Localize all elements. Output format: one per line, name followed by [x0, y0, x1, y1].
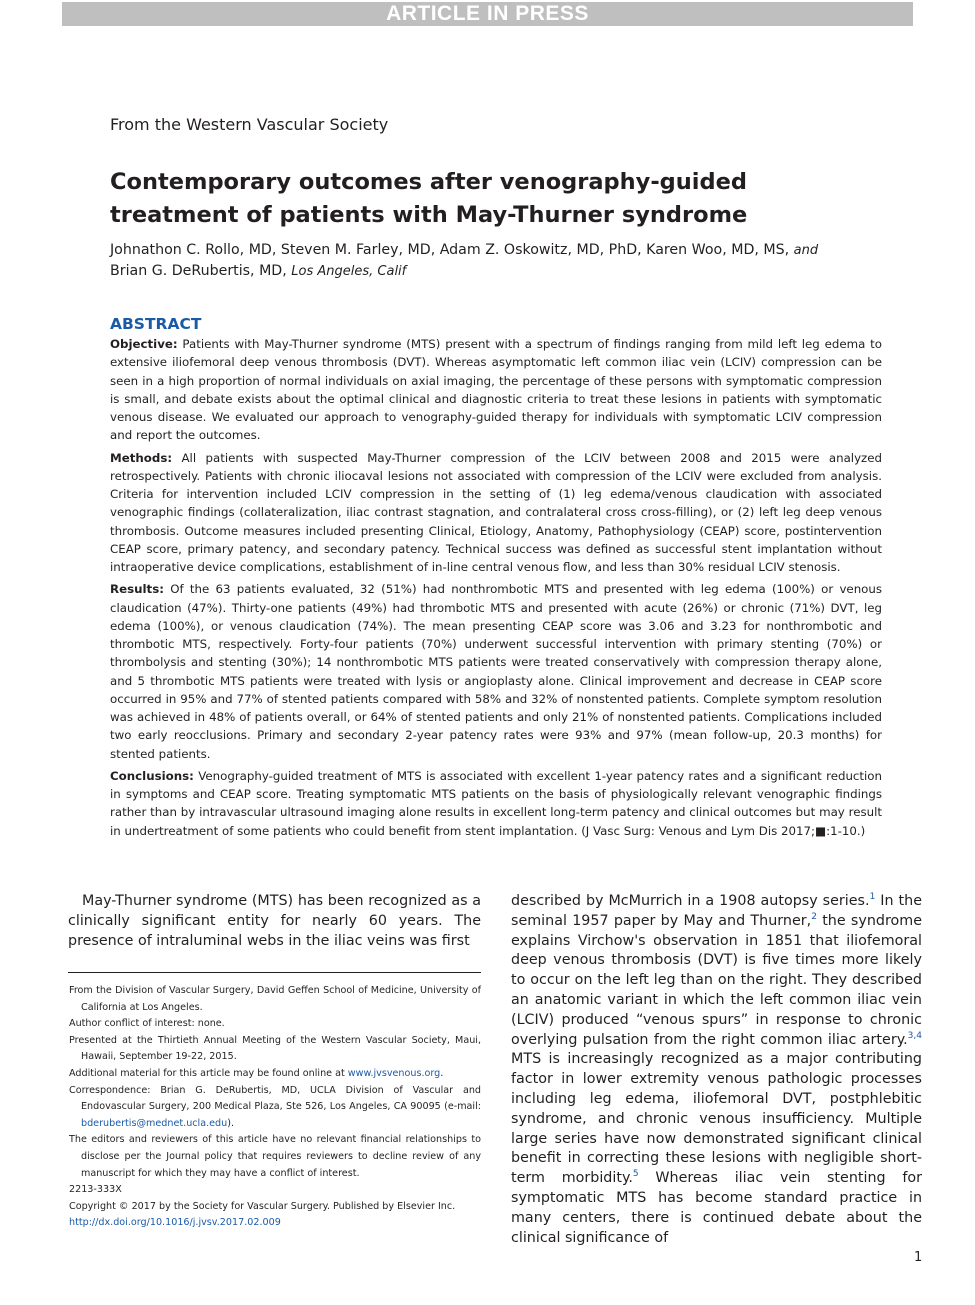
- conclusions-text: Venography-guided treatment of MTS is associated with excellent 1-year patency rates and a significant reduction in symptoms and CEAP score. Treating symptomatic MTS patients on the basis of physiologically relevant venographic findings rather than by intravascular ultrasound imaging alone results in excellent long-term patency and clinical outcomes but may result in undertreatment of some patients who could benefit from stent implantation. (J Vasc Surg: Venous and Lym Dis 2017;■:1-10.): [110, 768, 883, 838]
- footnote-conflict: Author conflict of interest: none.: [69, 1018, 225, 1030]
- conclusions-label: Conclusions:: [110, 768, 194, 783]
- methods-text: All patients with suspected May-Thurner compression of the LCIV between 2008 and 2015 were analyzed retrospectively. Patients with chronic iliocaval lesions not associated with compression of the LCIV were excluded from analysis. Criteria for intervention included LCIV compression in the setting of (1) leg edema/venous claudication with associated venographic findings (collateralization, iliac contrast stagnation, and contralateral cross cross-filling), or (2) left leg deep venous thrombosis. Outcome measures included presenting Clinical, Etiology, Anatomy, Pathophysiology (CEAP) score, postintervention CEAP score, primary patency, and secondary patency. Technical success was defined as successful stent implantation without intraoperative device complications, establishment of in-line central venous flow, and less than 30% residual LCIV stenosis.: [110, 450, 882, 574]
- footnote-presented: Presented at the Thirtieth Annual Meeting of the Western Vascular Society, Maui, Hawaii, September 19-22, 2015.: [69, 1034, 481, 1063]
- ref-2-link[interactable]: 2: [811, 912, 817, 923]
- results-label: Results:: [110, 582, 164, 597]
- footnotes: [69, 983, 481, 1232]
- ref-5-link[interactable]: 5: [632, 1169, 639, 1180]
- footnote-copyright: Copyright © 2017 by the Society for Vascular Surgery. Published by Elsevier Inc.: [69, 1200, 456, 1212]
- footnote-correspondence: [69, 1083, 481, 1133]
- right-text-1: described by McMurrich in a 1908 autopsy series.: [511, 893, 870, 909]
- authors-names-1: Johnathon C. Rollo, MD, Steven M. Farley, MD, Adam Z. Oskowitz, MD, PhD, Karen Woo, MD, MS,: [110, 242, 790, 258]
- page-number: 1: [914, 1250, 923, 1265]
- footnote-division: From the Division of Vascular Surgery, David Geffen School of Medicine, University of California at Los Angeles.: [69, 985, 481, 1013]
- abstract-results: [110, 580, 882, 763]
- ref-1-link[interactable]: 1: [869, 892, 876, 903]
- journal-link[interactable]: www.jvsvenous.org: [347, 1067, 441, 1079]
- title-line-1: Contemporary outcomes after venography-guided: [110, 169, 747, 195]
- article-title: [110, 166, 810, 232]
- abstract-heading: ABSTRACT: [110, 315, 202, 333]
- body-left-column: May-Thurner syndrome (MTS) has been recognized as a clinically significant entity for nearly 60 years. The presence of intraluminal webs in the iliac veins was first: [68, 893, 481, 949]
- ref-3-4-link[interactable]: 3,4: [907, 1030, 922, 1041]
- right-text-2: In the seminal 1957 paper by May and Thurner,: [511, 893, 922, 929]
- methods-label: Methods:: [110, 450, 173, 465]
- correspondence-email-link[interactable]: bderubertis@mednet.ucla.edu: [81, 1117, 228, 1129]
- footnote-editors: The editors and reviewers of this article have no relevant financial relationships to disclose per the Journal policy that requires reviewers to decline review of any manuscript for which they may have a conflict of interest.: [69, 1134, 481, 1179]
- body-right-column: [511, 892, 922, 1248]
- objective-label: Objective:: [110, 337, 178, 351]
- correspondence-suffix: ).: [227, 1117, 235, 1129]
- affiliation: Los Angeles, Calif: [291, 264, 407, 279]
- article-in-press-banner: ARTICLE IN PRESS: [62, 2, 913, 26]
- additional-suffix: .: [440, 1067, 444, 1079]
- abstract-methods: [110, 449, 882, 577]
- results-text: Of the 63 patients evaluated, 32 (51%) had nonthrombotic MTS and presented with leg edema (100%) or venous claudication (47%). Thirty-one patients (49%) had thrombotic MTS and presented with acute (26%) or chronic (71%) DVT, leg edema (100%), or venous claudication (74%). The mean presenting CEAP score was 3.06 and 3.23 for nonthrombotic and thrombotic MTS, respectively. Forty-four patients (70%) underwent successful intervention with primary stenting (70%) or thrombolysis and stenting (30%); 14 nonthrombotic MTS patients were treated conservatively with compression therapy alone, and 5 thrombotic MTS patients were treated with lysis or angioplasty alone. Clinical improvement and decrease in CEAP score occurred in 95% and 77% of stented patients compared with 58% and 32% of nonstented patients. Complete symptom resolution was achieved in 48% of patients overall, or 64% of stented patients and only 21% of nonstented patients. Complications included two early reocclusions. Primary and secondary 2-year patency rates were 93% and 97% (mean follow-up, 20.3 months) for stented patients.: [110, 582, 883, 761]
- title-line-2: treatment of patients with May-Thurner syndrome: [110, 202, 748, 228]
- abstract-conclusions: [110, 767, 882, 840]
- right-text-5: Whereas iliac vein stenting for symptomatic MTS has become standard practice in many centers, there is continued debate about the clinical significance of: [511, 1170, 923, 1246]
- right-text-3: the syndrome explains Virchow's observation in 1851 that iliofemoral deep venous thrombosis (DVT) is five times more likely to occur on the left leg than on the right. They described an anatomic variant in which the left common iliac vein (LCIV) produced “venous spurs” in response to chronic overlying pulsation from the right common iliac artery.: [511, 912, 922, 1048]
- correspondence-prefix: Correspondence: Brian G. DeRubertis, MD, UCLA Division of Vascular and Endovascular Surgery, 200 Medical Plaza, Ste 526, Los Angeles, CA 90095 (e-mail:: [69, 1084, 481, 1113]
- footnote-additional: [69, 1066, 481, 1083]
- abstract-objective: [110, 335, 882, 445]
- doi-link[interactable]: http://dx.doi.org/10.1016/j.jvsv.2017.02.009: [69, 1217, 281, 1229]
- authors-names-2: Brian G. DeRubertis, MD,: [110, 263, 287, 279]
- authors-line-2: [110, 261, 880, 282]
- authors-line-1: [110, 240, 880, 261]
- authors-and: and: [793, 243, 819, 258]
- footnote-divider: [68, 972, 481, 973]
- footnote-doi: [69, 1215, 481, 1232]
- additional-prefix: Additional material for this article may be found online at: [69, 1067, 348, 1079]
- abstract-body: [110, 335, 882, 844]
- author-list: [110, 240, 880, 282]
- footnote-issn: 2213-333X: [69, 1184, 122, 1196]
- objective-text: Patients with May-Thurner syndrome (MTS) present with a spectrum of findings ranging from mild left leg edema to extensive iliofemoral deep venous thrombosis (DVT). Whereas asymptomatic left common iliac vein (LCIV) compression can be seen in a high proportion of normal individuals on axial imaging, the percentage of these persons with symptomatic compression is small, and debate exists about the optimal clinical and diagnostic criteria to treat these lesions in patients with symptomatic venous disease. We evaluated our approach to venography-guided therapy for individuals with symptomatic LCIV compression and report the outcomes.: [110, 337, 882, 443]
- society-label: From the Western Vascular Society: [110, 115, 389, 134]
- right-text-4: MTS is increasingly recognized as a major contributing factor in lower extremity venous pathologic processes including leg edema, iliofemoral DVT, postphlebitic syndrome, and chronic venous insufficiency. Multiple large series have now demonstrated significant clinical benefit in correcting these lesions with negligible short-term morbidity.: [511, 1051, 922, 1187]
